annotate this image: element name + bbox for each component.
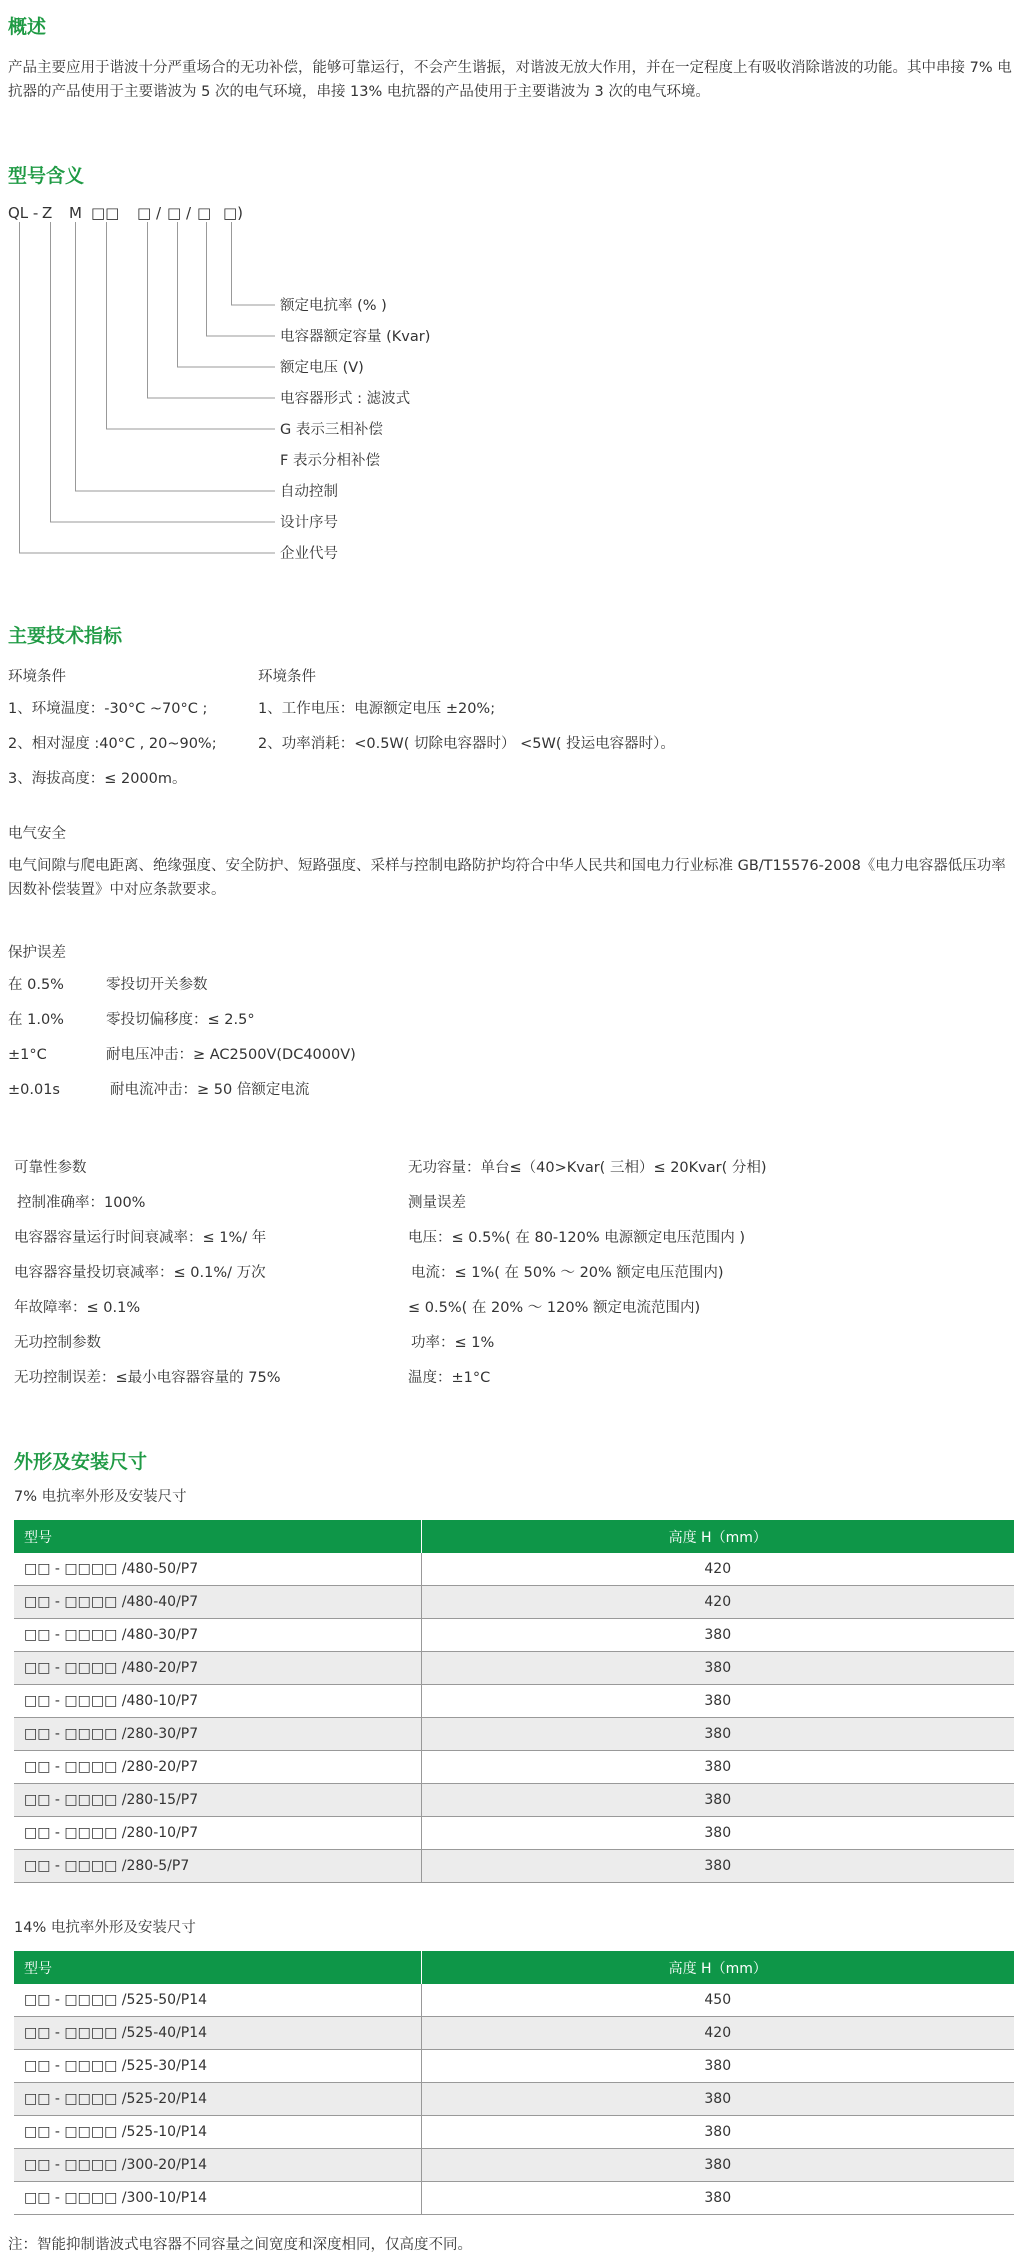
table-14-percent	[14, 1951, 1014, 2215]
cell-height: 420	[421, 2017, 1014, 2050]
rel-left-item: 无功控制参数	[14, 1335, 101, 1351]
table-row	[14, 1718, 1014, 1751]
rel-right-item: 电压：≤ 0.5%( 在 80-120% 电源额定电压范围内 )	[408, 1230, 745, 1246]
protect-value: ±0.01s	[8, 1082, 60, 1098]
code-part: □□	[91, 204, 120, 222]
header-model: 型号	[14, 1520, 421, 1553]
legend-item: 电容器形式 : 滤波式	[280, 391, 411, 407]
env-left-item: 3、海拔高度：≤ 2000m。	[8, 771, 187, 787]
cell-model: □□ - □□□□ /525-20/P14	[14, 2083, 421, 2116]
rel-left-item: 无功控制误差：≤最小电容器容量的 75%	[14, 1370, 281, 1386]
code-part: M	[69, 204, 82, 222]
cell-model: □□ - □□□□ /280-10/P7	[14, 1817, 421, 1850]
cell-model: □□ - □□□□ /300-10/P14	[14, 2182, 421, 2215]
env-right-item: 2、功率消耗：<0.5W( 切除电容器时） <5W( 投运电容器时）。	[258, 736, 675, 752]
env-right-item: 1、工作电压：电源额定电压 ±20%;	[258, 701, 496, 717]
cell-height: 420	[421, 1586, 1014, 1619]
table-row	[14, 1850, 1014, 1883]
table-row	[14, 1784, 1014, 1817]
overview-heading: 概述	[8, 16, 47, 38]
cell-model: □□ - □□□□ /525-30/P14	[14, 2050, 421, 2083]
table-row	[14, 2149, 1014, 2182]
rel-left-item: 可靠性参数	[14, 1160, 87, 1176]
protect-value: ±1°C	[8, 1047, 47, 1063]
elec-title: 电气安全	[8, 826, 66, 842]
legend-item: F 表示分相补偿	[280, 453, 380, 469]
cell-model: □□ - □□□□ /480-50/P7	[14, 1553, 421, 1586]
protect-value: 在 0.5%	[8, 977, 64, 993]
cell-height: 380	[421, 2050, 1014, 2083]
model-heading: 型号含义	[8, 165, 85, 187]
overview-text: 产品主要应用于谐波十分严重场合的无功补偿，能够可靠运行，不会产生谐振，对谐波无放大作用，并在一定程度上有吸收消除谐波的功能。其中串接 7% 电抗器的产品使用于主要谐波为 5 次的电气环境，串接 13% 电抗器的产品使用于主要谐波为 3 次的电气环境。	[8, 60, 1012, 100]
protect-param: 耐电流冲击：≥ 50 倍额定电流	[110, 1082, 310, 1098]
cell-model: □□ - □□□□ /300-20/P14	[14, 2149, 421, 2182]
code-part: □ /	[167, 204, 191, 222]
env-left-item: 1、环境温度：-30°C ~70°C ;	[8, 701, 208, 717]
code-part: □	[197, 204, 212, 222]
table-row	[14, 1751, 1014, 1784]
cell-height: 450	[421, 1984, 1014, 2017]
table-row	[14, 1984, 1014, 2017]
legend-item: G 表示三相补偿	[280, 422, 383, 438]
cell-model: □□ - □□□□ /280-5/P7	[14, 1850, 421, 1883]
code-part: □)	[223, 204, 244, 222]
header-height: 高度 H（mm）	[421, 1951, 1014, 1984]
cell-height: 380	[421, 1751, 1014, 1784]
env-right-title: 环境条件	[258, 669, 316, 685]
cell-model: □□ - □□□□ /280-20/P7	[14, 1751, 421, 1784]
protect-param: 零投切偏移度：≤ 2.5°	[106, 1012, 255, 1028]
cell-model: □□ - □□□□ /480-10/P7	[14, 1685, 421, 1718]
cell-height: 380	[421, 2083, 1014, 2116]
rel-right-item: ≤ 0.5%( 在 20% ～ 120% 额定电流范围内)	[408, 1300, 701, 1316]
rel-right-item: 电流：≤ 1%( 在 50% ～ 20% 额定电压范围内)	[411, 1265, 724, 1281]
rel-left-item: 电容器容量投切衰减率：≤ 0.1%/ 万次	[14, 1265, 266, 1281]
cell-model: □□ - □□□□ /525-40/P14	[14, 2017, 421, 2050]
legend-item: 设计序号	[280, 515, 338, 531]
table-row	[14, 1817, 1014, 1850]
table14-caption: 14% 电抗率外形及安装尺寸	[14, 1920, 196, 1936]
cell-height: 380	[421, 1718, 1014, 1751]
cell-height: 380	[421, 2116, 1014, 2149]
rel-right-item: 无功容量：单台≤（40>Kvar( 三相）≤ 20Kvar( 分相)	[408, 1160, 767, 1176]
protect-value: 在 1.0%	[8, 1012, 64, 1028]
env-left-title: 环境条件	[8, 669, 66, 685]
rel-left-item: 控制准确率：100%	[17, 1195, 146, 1211]
table-row	[14, 1619, 1014, 1652]
legend-item: 额定电抗率 (% )	[280, 298, 387, 314]
model-code-tree-lines	[0, 220, 290, 560]
cell-height: 420	[421, 1553, 1014, 1586]
cell-height: 380	[421, 1817, 1014, 1850]
cell-model: □□ - □□□□ /280-15/P7	[14, 1784, 421, 1817]
cell-height: 380	[421, 1685, 1014, 1718]
rel-left-item: 年故障率：≤ 0.1%	[14, 1300, 141, 1316]
table-7-percent	[14, 1520, 1014, 1883]
cell-height: 380	[421, 1784, 1014, 1817]
cell-model: □□ - □□□□ /525-10/P14	[14, 2116, 421, 2149]
header-model: 型号	[14, 1951, 421, 1984]
rel-right-item: 测量误差	[408, 1195, 466, 1211]
protect-param: 零投切开关参数	[106, 977, 208, 993]
header-height: 高度 H（mm）	[421, 1520, 1014, 1553]
table-row	[14, 2083, 1014, 2116]
table-row	[14, 2116, 1014, 2149]
table-row	[14, 1586, 1014, 1619]
env-left-item: 2、相对湿度 :40°C , 20~90%;	[8, 736, 217, 752]
code-part: □ /	[137, 204, 161, 222]
table-row	[14, 1553, 1014, 1586]
legend-item: 自动控制	[280, 484, 338, 500]
specs-heading: 主要技术指标	[8, 625, 123, 647]
table-row	[14, 2050, 1014, 2083]
table-row	[14, 2182, 1014, 2215]
legend-item: 企业代号	[280, 546, 338, 562]
protect-param: 耐电压冲击：≥ AC2500V(DC4000V)	[106, 1047, 356, 1063]
rel-right-item: 功率：≤ 1%	[411, 1335, 495, 1351]
cell-height: 380	[421, 1850, 1014, 1883]
table7-caption: 7% 电抗率外形及安装尺寸	[14, 1489, 187, 1505]
rel-left-item: 电容器容量运行时间衰减率：≤ 1%/ 年	[14, 1230, 267, 1246]
dimensions-heading: 外形及安装尺寸	[14, 1451, 148, 1473]
code-part: QL -	[8, 204, 39, 222]
elec-text: 电气间隙与爬电距离、绝缘强度、安全防护、短路强度、采样与控制电路防护均符合中华人民共和国电力行业标准 GB/T15576-2008《电力电容器低压功率因数补偿装置》中对应条款要求。	[8, 858, 1006, 898]
cell-model: □□ - □□□□ /525-50/P14	[14, 1984, 421, 2017]
rel-right-item: 温度：±1°C	[408, 1370, 491, 1386]
cell-height: 380	[421, 1619, 1014, 1652]
cell-height: 380	[421, 2182, 1014, 2215]
dimensions-note: 注：智能抑制谐波式电容器不同容量之间宽度和深度相同，仅高度不同。	[8, 2237, 472, 2253]
cell-height: 380	[421, 1652, 1014, 1685]
cell-model: □□ - □□□□ /480-40/P7	[14, 1586, 421, 1619]
cell-model: □□ - □□□□ /480-30/P7	[14, 1619, 421, 1652]
cell-height: 380	[421, 2149, 1014, 2182]
cell-model: □□ - □□□□ /480-20/P7	[14, 1652, 421, 1685]
table-row	[14, 2017, 1014, 2050]
code-part: Z	[42, 204, 53, 222]
cell-model: □□ - □□□□ /280-30/P7	[14, 1718, 421, 1751]
legend-item: 电容器额定容量 (Kvar)	[280, 329, 431, 345]
legend-item: 额定电压 (V)	[280, 360, 364, 376]
protect-title: 保护误差	[8, 945, 66, 961]
table-row	[14, 1685, 1014, 1718]
table-row	[14, 1652, 1014, 1685]
